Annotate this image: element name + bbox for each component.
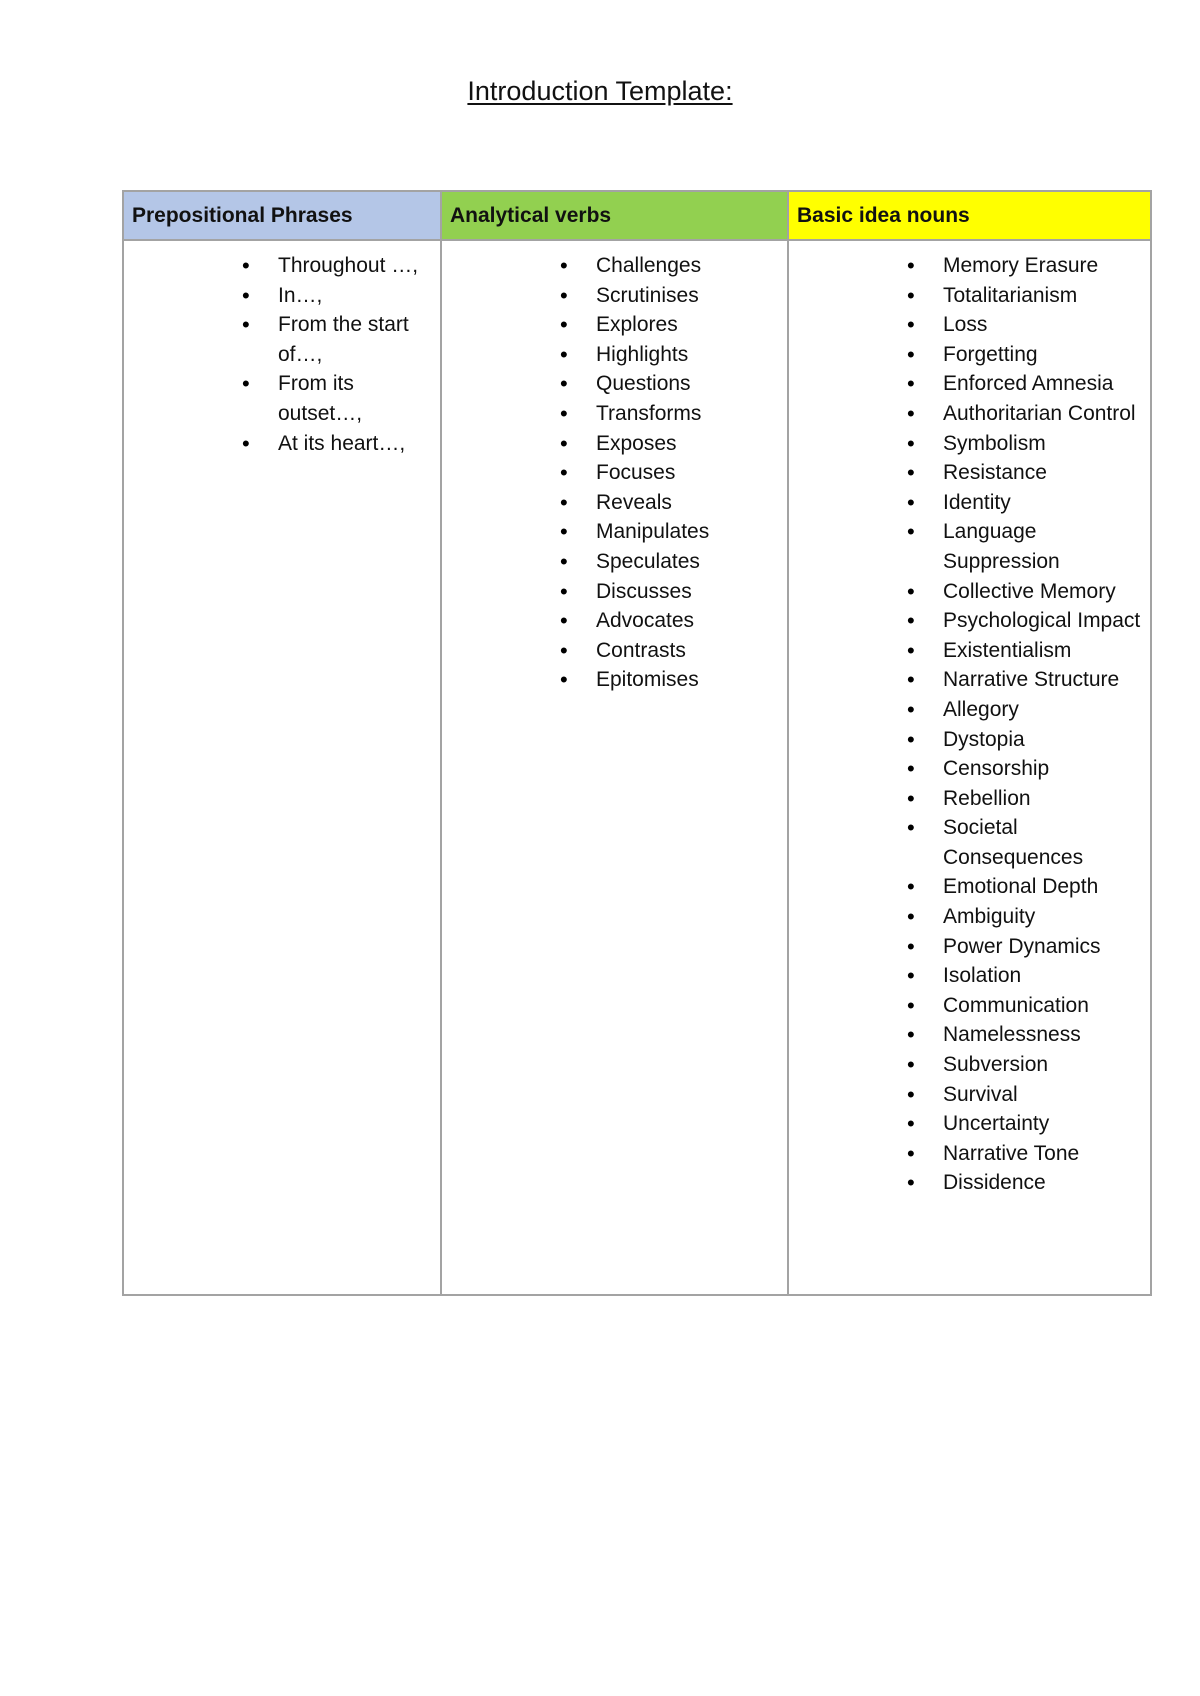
list-item: • Challenges bbox=[596, 251, 787, 281]
list-item: • Throughout …, bbox=[278, 251, 434, 281]
list-item: • Forgetting bbox=[943, 340, 1144, 370]
list-item: • Narrative Tone bbox=[943, 1139, 1144, 1169]
list-item: • Epitomises bbox=[596, 665, 787, 695]
basic-idea-nouns-list bbox=[943, 241, 1144, 1198]
basic-idea-nouns-cell bbox=[788, 240, 1151, 1295]
analytical-verbs-cell bbox=[441, 240, 788, 1295]
analytical-verbs-list bbox=[596, 241, 787, 695]
list-item: • Focuses bbox=[596, 458, 787, 488]
list-item: • Identity bbox=[943, 488, 1144, 518]
list-item: • Emotional Depth bbox=[943, 872, 1144, 902]
list-item: • Communication bbox=[943, 991, 1144, 1021]
list-item: • At its heart…, bbox=[278, 429, 434, 459]
table-header-row bbox=[123, 191, 1151, 240]
list-item: • Allegory bbox=[943, 695, 1144, 725]
list-item: • Exposes bbox=[596, 429, 787, 459]
list-item: • Existentialism bbox=[943, 636, 1144, 666]
list-item: • Highlights bbox=[596, 340, 787, 370]
list-item: • Discusses bbox=[596, 577, 787, 607]
list-item: • Enforced Amnesia bbox=[943, 369, 1144, 399]
list-item: • Language Suppression bbox=[943, 517, 1144, 576]
list-item: • Contrasts bbox=[596, 636, 787, 666]
list-item: • Collective Memory bbox=[943, 577, 1144, 607]
list-item: • Isolation bbox=[943, 961, 1144, 991]
list-item: • Survival bbox=[943, 1080, 1144, 1110]
list-item: • Ambiguity bbox=[943, 902, 1144, 932]
header-prepositional-phrases: Prepositional Phrases bbox=[123, 191, 441, 240]
list-item: • Symbolism bbox=[943, 429, 1144, 459]
header-basic-idea-nouns: Basic idea nouns bbox=[788, 191, 1151, 240]
list-item: • Reveals bbox=[596, 488, 787, 518]
list-item: • Resistance bbox=[943, 458, 1144, 488]
list-item: • Advocates bbox=[596, 606, 787, 636]
list-item: • Explores bbox=[596, 310, 787, 340]
list-item: • Psychological Impact bbox=[943, 606, 1144, 636]
template-table bbox=[122, 190, 1152, 1296]
list-item: • Censorship bbox=[943, 754, 1144, 784]
list-item: • Subversion bbox=[943, 1050, 1144, 1080]
prepositional-phrases-cell bbox=[123, 240, 441, 1295]
list-item: • Scrutinises bbox=[596, 281, 787, 311]
list-item: • Uncertainty bbox=[943, 1109, 1144, 1139]
list-item: • Totalitarianism bbox=[943, 281, 1144, 311]
list-item: • Questions bbox=[596, 369, 787, 399]
table-body-row bbox=[123, 240, 1151, 1295]
list-item: • Speculates bbox=[596, 547, 787, 577]
list-item: • Dystopia bbox=[943, 725, 1144, 755]
list-item: • Manipulates bbox=[596, 517, 787, 547]
list-item: • Transforms bbox=[596, 399, 787, 429]
page-title: Introduction Template: bbox=[467, 76, 733, 106]
list-item: • Societal Consequences bbox=[943, 813, 1144, 872]
list-item: • Authoritarian Control bbox=[943, 399, 1144, 429]
prepositional-phrases-list bbox=[278, 241, 434, 458]
list-item: • Narrative Structure bbox=[943, 665, 1144, 695]
list-item: • Rebellion bbox=[943, 784, 1144, 814]
list-item: • Namelessness bbox=[943, 1020, 1144, 1050]
list-item: • Power Dynamics bbox=[943, 932, 1144, 962]
list-item: • From the start of…, bbox=[278, 310, 434, 369]
list-item: • In…, bbox=[278, 281, 434, 311]
header-analytical-verbs: Analytical verbs bbox=[441, 191, 788, 240]
list-item: • Loss bbox=[943, 310, 1144, 340]
list-item: • Memory Erasure bbox=[943, 251, 1144, 281]
list-item: • From its outset…, bbox=[278, 369, 434, 428]
list-item: • Dissidence bbox=[943, 1168, 1144, 1198]
